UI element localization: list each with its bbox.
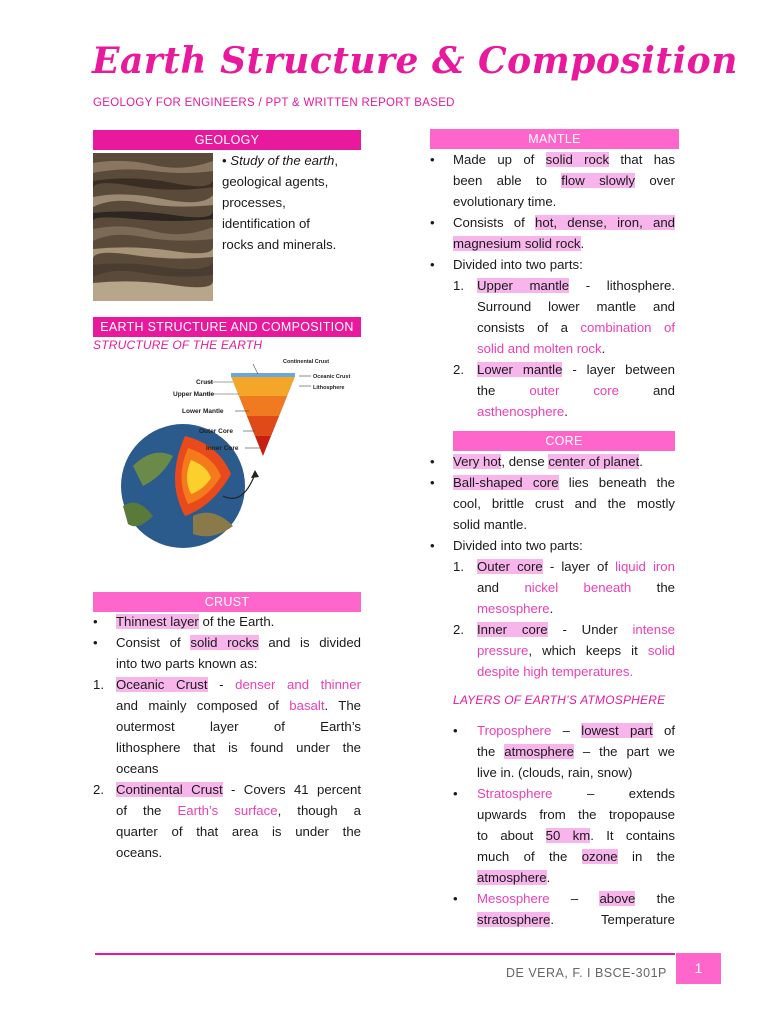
- geology-text: [222, 150, 362, 255]
- geology-line-4: identification of: [222, 216, 310, 231]
- text: - layer of: [549, 559, 608, 574]
- crust-heading: CRUST: [93, 592, 361, 612]
- text: Consists of: [453, 215, 525, 230]
- highlight: ozone: [581, 849, 618, 864]
- highlight: Continental Crust: [116, 782, 223, 797]
- highlight: Upper mantle: [477, 278, 570, 293]
- text: .: [546, 870, 551, 885]
- mantle-section: [430, 149, 675, 422]
- pink-text: solid and molten rock: [477, 341, 602, 356]
- text: –: [570, 891, 579, 906]
- bullet: •: [453, 723, 458, 738]
- crust-item-1-line3: [93, 716, 361, 737]
- geology-line-5: rocks and minerals.: [222, 237, 337, 252]
- crust-item-1: [93, 674, 361, 695]
- mantle-item-1-line3: [430, 317, 675, 338]
- pink-text: nickel beneath: [524, 580, 632, 595]
- crust-item-2: [93, 779, 361, 800]
- label-lower-mantle: Lower Mantle: [182, 408, 224, 415]
- label-inner-core: Inner Core: [206, 445, 239, 452]
- earth-structure-diagram: [93, 356, 361, 556]
- text: Earth’s: [320, 719, 361, 734]
- core-item-2-line3: [430, 661, 675, 682]
- highlight: stratosphere: [477, 912, 551, 927]
- text: , though a: [277, 803, 361, 818]
- pink-text: Mesosphere: [477, 891, 550, 906]
- pink-text: combination of: [580, 320, 675, 335]
- highlight: lowest part: [581, 723, 653, 738]
- crust-item-1-line4: lithosphere that is found under the: [116, 740, 361, 755]
- label-outer-core: Outer Core: [199, 428, 233, 435]
- core-bullet-2: [430, 472, 675, 493]
- mantle-heading: MANTLE: [430, 129, 679, 149]
- label-oceanic-crust: Oceanic Crust: [313, 374, 351, 380]
- text: and: [477, 580, 500, 595]
- pink-text: Troposphere: [477, 723, 552, 738]
- text: consists of a: [477, 320, 568, 335]
- text: Made up of: [453, 152, 535, 167]
- mantle-bullet-3: [430, 254, 675, 275]
- text: Divided into two parts:: [453, 257, 583, 272]
- highlight: atmosphere: [477, 870, 547, 885]
- pink-text: basalt: [289, 698, 325, 713]
- troposphere-line-1: [430, 720, 675, 741]
- mantle-bullet-2-line2: [430, 233, 675, 254]
- bullet: •: [430, 215, 435, 230]
- text: , which keeps it: [528, 643, 638, 658]
- item-number: 2.: [453, 362, 464, 377]
- pink-text: despite high temperatures.: [477, 664, 634, 679]
- pink-text: asthenosphere: [477, 404, 565, 419]
- pink-text: denser and thinner: [235, 677, 361, 692]
- geology-definition: Study of the earth: [230, 153, 335, 168]
- text: layer: [209, 719, 239, 734]
- text: and: [652, 383, 675, 398]
- text: –: [562, 723, 570, 738]
- text: . It contains: [590, 828, 675, 843]
- mesosphere-line-2: [430, 909, 675, 930]
- item-number: 2.: [93, 782, 104, 797]
- core-bullet-3: [430, 535, 675, 556]
- crust-bullet-2-line2: into two parts known as:: [116, 656, 258, 671]
- mantle-item-2-line2: [430, 380, 675, 401]
- crust-section: [93, 611, 361, 863]
- text: the: [656, 580, 675, 595]
- mantle-bullet-2: [430, 212, 675, 233]
- text: - Covers 41 percent: [231, 782, 361, 797]
- crust-item-2-line2: [93, 800, 361, 821]
- text: the: [477, 744, 496, 759]
- text: extends: [628, 786, 675, 801]
- highlight: hot, dense, iron, and: [535, 215, 675, 230]
- crust-item-1-line2: [93, 695, 361, 716]
- highlight: Thinnest layer: [116, 614, 199, 629]
- text: lies beneath the: [568, 475, 676, 490]
- text: , dense: [501, 454, 545, 469]
- text: of the Earth.: [198, 614, 275, 629]
- text: much of the: [477, 849, 568, 864]
- text: -: [219, 677, 224, 692]
- core-bullet-2-line2: cool, brittle crust and the mostly: [453, 496, 675, 511]
- text: .: [639, 454, 643, 469]
- stratosphere-line-5: [430, 867, 675, 888]
- core-bullet-1: [430, 451, 675, 472]
- text: of the: [116, 803, 162, 818]
- bullet: •: [430, 454, 435, 469]
- page-number: 1: [676, 953, 721, 984]
- text: .: [549, 601, 554, 616]
- troposphere-line-3: live in. (clouds, rain, snow): [477, 765, 633, 780]
- text: the: [477, 383, 496, 398]
- stratosphere-line-4: [430, 846, 675, 867]
- item-number: 1.: [453, 278, 464, 293]
- text: Consist of: [116, 635, 181, 650]
- text: - lithosphere.: [585, 278, 675, 293]
- text: the: [656, 891, 675, 906]
- text: outermost: [116, 719, 175, 734]
- text: been able to: [453, 173, 547, 188]
- structure-subheading: STRUCTURE OF THE EARTH: [93, 338, 263, 352]
- page-subtitle: GEOLOGY FOR ENGINEERS / PPT & WRITTEN REPORT BASED: [93, 97, 455, 109]
- bullet: •: [93, 635, 98, 650]
- highlight: Lower mantle: [477, 362, 563, 377]
- text: of: [664, 723, 675, 738]
- text: . The: [324, 698, 361, 713]
- item-number: 2.: [453, 622, 464, 637]
- core-item-1: [430, 556, 675, 577]
- label-lithosphere: Lithosphere: [313, 385, 345, 391]
- item-number: 1.: [453, 559, 464, 574]
- core-section: [430, 451, 675, 682]
- mantle-item-1-line2: Surround lower mantle and: [477, 299, 675, 314]
- text: to about: [477, 828, 534, 843]
- bullet: •: [93, 614, 98, 629]
- pink-text: solid: [647, 643, 676, 658]
- bullet: •: [453, 891, 458, 906]
- core-bullet-2-line3: solid mantle.: [453, 517, 528, 532]
- text: - layer between: [572, 362, 675, 377]
- pink-text: liquid iron: [615, 559, 675, 574]
- rock-strata-image: [93, 153, 213, 301]
- bullet: •: [430, 475, 435, 490]
- text: - Under: [562, 622, 618, 637]
- text: over: [649, 173, 675, 188]
- mantle-item-2: [430, 359, 675, 380]
- atmosphere-section: [430, 720, 675, 930]
- core-item-1-line3: [430, 598, 675, 619]
- pink-text: intense: [632, 622, 675, 637]
- stratosphere-line-3: [430, 825, 675, 846]
- mantle-item-2-line3: [430, 401, 675, 422]
- mantle-bullet-1-line2: [430, 170, 675, 191]
- text: . Temperature: [550, 912, 675, 927]
- geology-line-1: [222, 150, 362, 171]
- bullet: •: [430, 538, 435, 553]
- comma: ,: [334, 153, 339, 168]
- troposphere-line-2: [430, 741, 675, 762]
- earth-structure-heading: EARTH STRUCTURE AND COMPOSITION: [93, 317, 361, 337]
- text: and mainly composed of: [116, 698, 279, 713]
- mantle-bullet-1-line3: evolutionary time.: [453, 194, 557, 209]
- pink-text: outer core: [529, 383, 619, 398]
- crust-bullet-1: [93, 611, 361, 632]
- crust-item-2-line4: oceans.: [116, 845, 163, 860]
- atmosphere-heading: LAYERS OF EARTH’S ATMOSPHERE: [453, 693, 666, 707]
- text: –: [586, 786, 595, 801]
- stratosphere-line-1: [430, 783, 675, 804]
- highlight: Very hot: [453, 454, 502, 469]
- mantle-bullet-1: [430, 149, 675, 170]
- highlight: atmosphere: [504, 744, 574, 759]
- label-continental-crust: Continental Crust: [283, 359, 330, 365]
- mesosphere-line-1: [430, 888, 675, 909]
- mantle-item-1-line4: [430, 338, 675, 359]
- footer-author: DE VERA, F. I BSCE-301P: [506, 966, 667, 980]
- crust-item-2-line3: quarter of that area is under the: [116, 824, 361, 839]
- text: .: [564, 404, 568, 419]
- pink-text: mesosphere: [477, 601, 550, 616]
- highlight: Ball-shaped core: [453, 475, 559, 490]
- bullet: •: [222, 153, 231, 168]
- geology-line-3: processes,: [222, 195, 286, 210]
- bullet: •: [430, 152, 435, 167]
- pink-text: pressure: [477, 643, 529, 658]
- highlight: solid rock: [545, 152, 610, 167]
- item-number: 1.: [93, 677, 104, 692]
- crust-item-1-line5: oceans: [116, 761, 159, 776]
- core-item-1-line2: [430, 577, 675, 598]
- core-heading: CORE: [453, 431, 675, 451]
- label-upper-mantle: Upper Mantle: [173, 391, 215, 398]
- highlight: Inner core: [477, 622, 548, 637]
- pink-text: Earth’s surface: [177, 803, 278, 818]
- core-item-2: [430, 619, 675, 640]
- stratosphere-line-2: upwards from the tropopause: [477, 807, 675, 822]
- highlight: above: [599, 891, 636, 906]
- text: .: [580, 236, 585, 251]
- crust-bullet-2: [93, 632, 361, 653]
- highlight: solid rocks: [190, 635, 259, 650]
- highlight: Oceanic Crust: [116, 677, 208, 692]
- highlight: center of planet: [548, 454, 640, 469]
- footer-divider: [95, 953, 675, 955]
- bullet: •: [430, 257, 435, 272]
- geology-heading: GEOLOGY: [93, 130, 361, 150]
- text: – the part we: [582, 744, 675, 759]
- label-crust: Crust: [196, 379, 213, 386]
- mantle-item-1: [430, 275, 675, 296]
- pink-text: Stratosphere: [477, 786, 553, 801]
- text: .: [601, 341, 606, 356]
- page-title: Earth Structure & Composition: [92, 40, 738, 82]
- text: Divided into two parts:: [453, 538, 583, 553]
- text: of: [273, 719, 285, 734]
- core-item-2-line2: [430, 640, 675, 661]
- highlight: 50 km: [545, 828, 591, 843]
- highlight: flow slowly: [561, 173, 635, 188]
- text: and is divided: [268, 635, 362, 650]
- highlight: magnesium solid rock: [453, 236, 581, 251]
- geology-line-2: geological agents,: [222, 174, 329, 189]
- bullet: •: [453, 786, 458, 801]
- highlight: Outer core: [477, 559, 543, 574]
- text: in the: [632, 849, 675, 864]
- text: that has: [620, 152, 675, 167]
